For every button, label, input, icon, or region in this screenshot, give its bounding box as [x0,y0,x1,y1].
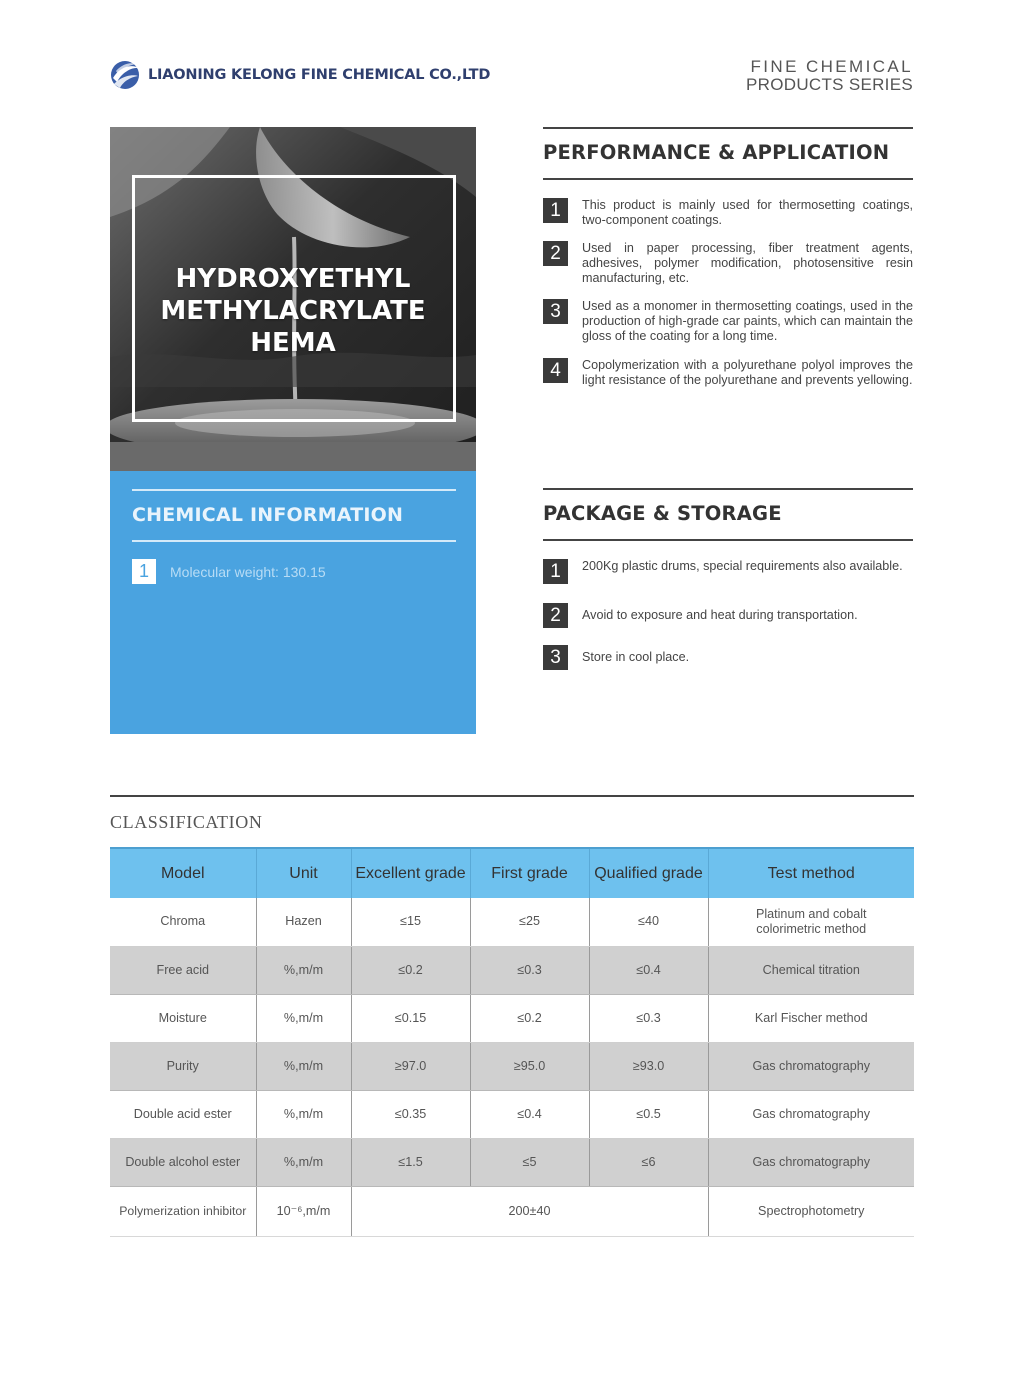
cell-first: ≤25 [470,898,589,946]
cell-excellent: ≥97.0 [351,1042,470,1090]
list-item [543,198,913,228]
cell-method: Gas chromatography [708,1138,914,1186]
cell-model: Chroma [110,898,256,946]
cell-excellent: ≤1.5 [351,1138,470,1186]
chem-item [132,559,326,584]
cell-model: Free acid [110,946,256,994]
item-text: Store in cool place. [582,650,690,664]
cell-unit: %,m/m [256,1138,351,1186]
list-item [543,603,913,628]
product-title-line2: METHYLACRYLATE [160,296,426,326]
table-header-row [110,848,914,898]
item-number: 2 [543,603,568,628]
cell-unit: %,m/m [256,1090,351,1138]
series-line2: PRODUCTS SERIES [746,75,913,94]
bottom-rule [543,178,913,180]
list-item [543,358,913,388]
cell-method: Karl Fischer method [708,994,914,1042]
cell-model: Moisture [110,994,256,1042]
cell-model: Polymerization inhibitor [110,1186,256,1236]
cell-unit: %,m/m [256,1042,351,1090]
cell-excellent: ≤0.35 [351,1090,470,1138]
cell-unit: 10⁻⁶,m/m [256,1186,351,1236]
cell-first: ≤0.2 [470,994,589,1042]
chem-bottom-rule [132,540,456,542]
cell-first: ≤0.4 [470,1090,589,1138]
company-brand [108,58,490,92]
list-item [543,645,913,670]
series-line1: FINE CHEMICAL [750,57,913,76]
product-title [110,263,476,359]
table-row [110,946,914,994]
cell-merged-value: 200±40 [351,1186,708,1236]
cell-method: Gas chromatography [708,1090,914,1138]
header-excellent: Excellent grade [351,848,470,898]
item-number: 3 [543,645,568,670]
item-text: Used in paper processing, fiber treatment agents, adhesives, polymer modification, photosensitive resin manufacturing, etc. [582,241,913,285]
item-text: 200Kg plastic drums, special requirements also available. [582,559,903,573]
cell-method: Spectrophotometry [708,1186,914,1236]
item-number: 1 [543,559,568,584]
item-text: Avoid to exposure and heat during transportation. [582,608,858,622]
list-item [543,241,913,286]
item-number: 2 [543,241,568,266]
cell-model: Double acid ester [110,1090,256,1138]
package-title: PACKAGE & STORAGE [543,502,782,525]
chem-top-rule [132,489,456,491]
top-rule [543,488,913,490]
classification-table [110,847,914,1237]
product-title-line3: HEMA [250,328,336,358]
classification-rule [110,795,914,797]
item-number: 4 [543,358,568,383]
cell-qualified: ≤0.5 [589,1090,708,1138]
cell-method: Gas chromatography [708,1042,914,1090]
table-row [110,1042,914,1090]
table-row [110,994,914,1042]
cell-qualified: ≤0.3 [589,994,708,1042]
cell-qualified: ≥93.0 [589,1042,708,1090]
cell-excellent: ≤0.2 [351,946,470,994]
item-number: 1 [543,198,568,223]
cell-first: ≥95.0 [470,1042,589,1090]
cell-first: ≤5 [470,1138,589,1186]
header-model: Model [110,848,256,898]
header-unit: Unit [256,848,351,898]
swirl-globe-logo-icon [108,58,142,92]
chemical-info-title: CHEMICAL INFORMATION [132,504,404,526]
header-qualified: Qualified grade [589,848,708,898]
chemical-info-panel [110,471,476,734]
top-rule [543,127,913,129]
item-text: This product is mainly used for thermosetting coatings, two-component coatings. [582,198,913,227]
cell-qualified: ≤0.4 [589,946,708,994]
list-item [543,559,913,584]
item-text: Molecular weight: 130.15 [170,563,326,580]
bottom-rule [543,539,913,541]
company-name: LIAONING KELONG FINE CHEMICAL CO.,LTD [148,67,491,83]
series-label [746,58,913,94]
cell-method: Platinum and cobalt colorimetric method [708,898,914,946]
cell-qualified: ≤6 [589,1138,708,1186]
header-test-method: Test method [708,848,914,898]
item-number: 3 [543,299,568,324]
table-row [110,898,914,946]
cell-unit: %,m/m [256,946,351,994]
cell-first: ≤0.3 [470,946,589,994]
cell-unit: Hazen [256,898,351,946]
cell-excellent: ≤15 [351,898,470,946]
cell-unit: %,m/m [256,994,351,1042]
cell-excellent: ≤0.15 [351,994,470,1042]
cell-model: Double alcohol ester [110,1138,256,1186]
cell-qualified: ≤40 [589,898,708,946]
item-number: 1 [132,559,156,584]
list-item [543,299,913,344]
cell-model: Purity [110,1042,256,1090]
table-row [110,1186,914,1236]
table-row [110,1138,914,1186]
item-text: Used as a monomer in thermosetting coatings, used in the production of high-grade car paints, which can maintain the gloss of the coating for a long time. [582,299,913,343]
product-title-line1: HYDROXYETHYL [175,264,411,294]
cell-method: Chemical titration [708,946,914,994]
table-row [110,1090,914,1138]
product-hero-image [110,127,476,471]
item-text: Copolymerization with a polyurethane polyol improves the light resistance of the polyurethane and prevents yellowing. [582,358,913,387]
package-section [543,488,913,678]
header-first: First grade [470,848,589,898]
performance-title: PERFORMANCE & APPLICATION [543,141,890,164]
performance-section [543,127,913,417]
classification-title: CLASSIFICATION [110,812,263,832]
